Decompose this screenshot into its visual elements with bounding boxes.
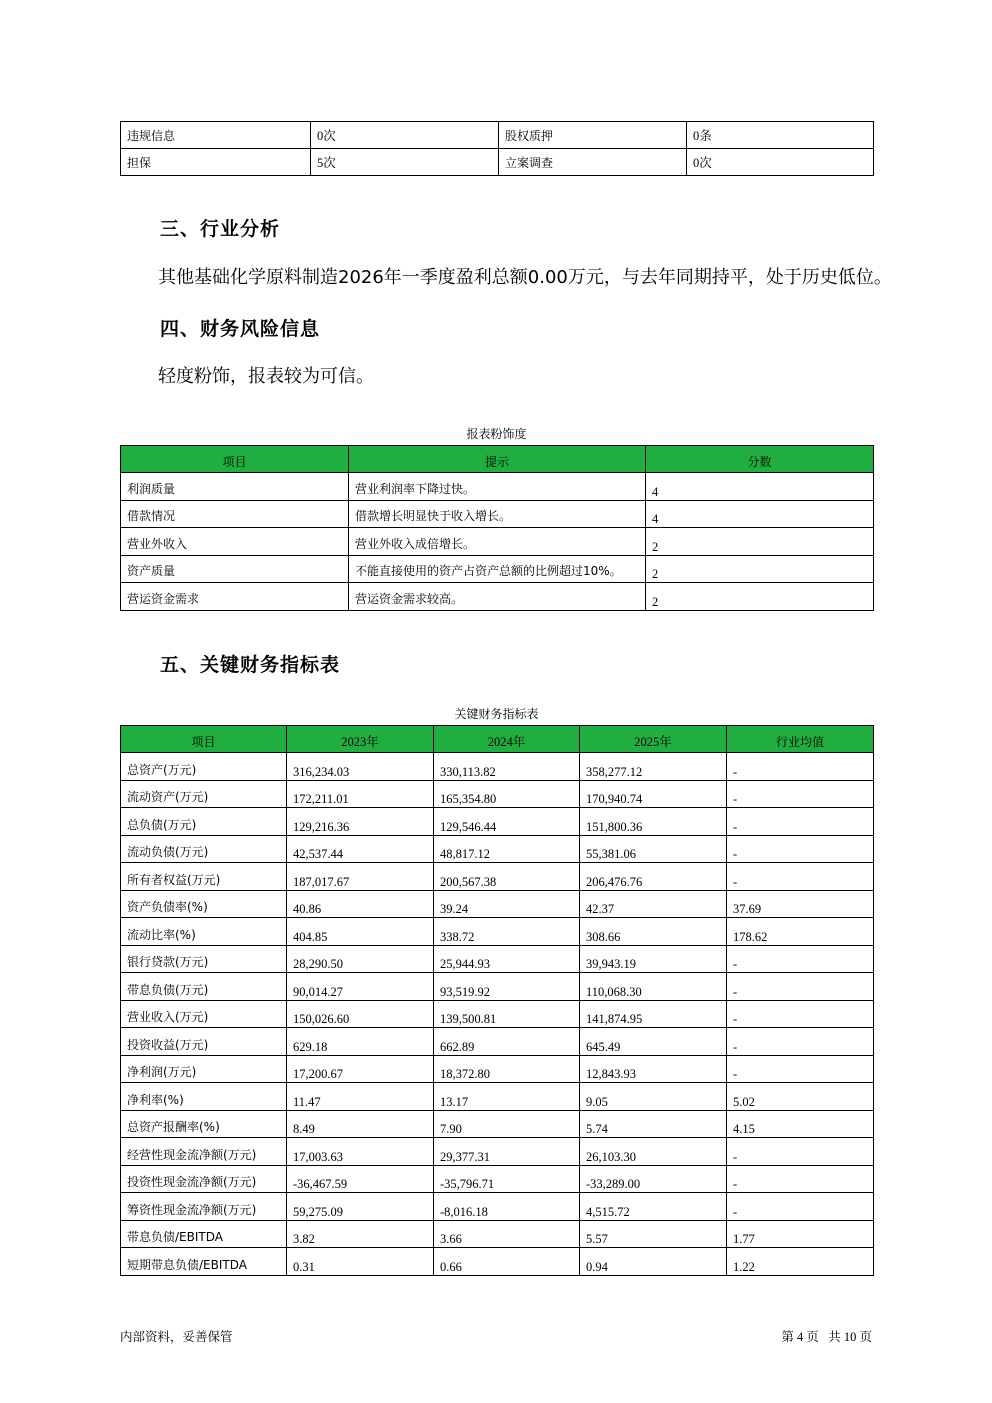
- fin-value-cell: 25,944.93: [434, 945, 580, 973]
- fin-value-cell: 13.17: [434, 1083, 580, 1111]
- risk-cell-label2: 立案调查: [499, 149, 687, 176]
- table-row: [121, 780, 874, 808]
- fin-value-cell: 3.82: [287, 1220, 434, 1248]
- table-row: [121, 528, 874, 556]
- fin-value-cell: 172,211.01: [287, 780, 434, 808]
- fin-value-cell: -: [727, 808, 874, 836]
- fin-value-cell: 0.94: [580, 1248, 727, 1276]
- fin-value-cell: 11.47: [287, 1083, 434, 1111]
- fin-value-cell: 93,519.92: [434, 973, 580, 1001]
- table-row: [121, 1055, 874, 1083]
- cosmetic-cell: 营业利润率下降过快。: [349, 473, 646, 501]
- risk-cell-value1: 0次: [311, 122, 499, 149]
- fin-value-cell: 1.77: [727, 1220, 874, 1248]
- fin-header-cell: 2024年: [434, 726, 580, 753]
- fin-value-cell: 165,354.80: [434, 780, 580, 808]
- fin-value-cell: 42,537.44: [287, 835, 434, 863]
- risk-row: [121, 122, 874, 149]
- fin-value-cell: 59,275.09: [287, 1193, 434, 1221]
- fin-value-cell: 17,003.63: [287, 1138, 434, 1166]
- table-row: [121, 863, 874, 891]
- fin-value-cell: 187,017.67: [287, 863, 434, 891]
- fin-value-cell: 8.49: [287, 1110, 434, 1138]
- cosmetic-cell: 借款情况: [121, 500, 349, 528]
- table-row: [121, 1000, 874, 1028]
- table-row: [121, 1028, 874, 1056]
- table-row: [121, 1248, 874, 1276]
- cosmetic-cell: 营运资金需求较高。: [349, 583, 646, 611]
- table-row: [121, 835, 874, 863]
- fin-value-cell: 5.02: [727, 1083, 874, 1111]
- fin-value-cell: 17,200.67: [287, 1055, 434, 1083]
- risk-cell-label2: 股权质押: [499, 122, 687, 149]
- footer-page-number: 第 4 页 共 10 页: [781, 1330, 872, 1344]
- section4-text: 轻度粉饰，报表较为可信。: [158, 366, 374, 387]
- fin-value-cell: -33,289.00: [580, 1165, 727, 1193]
- table-row: [121, 890, 874, 918]
- fin-value-cell: -35,796.71: [434, 1165, 580, 1193]
- cosmetic-cell: 4: [646, 473, 874, 501]
- fin-item-cell: 资产负债率(%): [121, 890, 287, 918]
- fin-item-cell: 投资性现金流净额(万元): [121, 1165, 287, 1193]
- table-row: [121, 1110, 874, 1138]
- fin-header-cell: 2025年: [580, 726, 727, 753]
- fin-value-cell: 206,476.76: [580, 863, 727, 891]
- fin-value-cell: 129,546.44: [434, 808, 580, 836]
- fin-item-cell: 所有者权益(万元): [121, 863, 287, 891]
- fin-value-cell: 40.86: [287, 890, 434, 918]
- fin-value-cell: 629.18: [287, 1028, 434, 1056]
- fin-value-cell: 39,943.19: [580, 945, 727, 973]
- fin-value-cell: 26,103.30: [580, 1138, 727, 1166]
- fin-value-cell: 7.90: [434, 1110, 580, 1138]
- table-row: [121, 1193, 874, 1221]
- fin-value-cell: 28,290.50: [287, 945, 434, 973]
- risk-cell-value2: 0条: [687, 122, 874, 149]
- fin-value-cell: -: [727, 945, 874, 973]
- fin-value-cell: 1.22: [727, 1248, 874, 1276]
- fin-value-cell: 200,567.38: [434, 863, 580, 891]
- cosmetic-cell: 2: [646, 528, 874, 556]
- risk-info-table: [120, 121, 874, 176]
- cosmetic-cell: 营业外收入成倍增长。: [349, 528, 646, 556]
- cosmetic-cell: 2: [646, 583, 874, 611]
- table-row: [121, 753, 874, 781]
- section3-heading: 三、行业分析: [160, 218, 281, 240]
- table-row: [121, 473, 874, 501]
- fin-value-cell: -36,467.59: [287, 1165, 434, 1193]
- fin-value-cell: 178.62: [727, 918, 874, 946]
- risk-cell-value2: 0次: [687, 149, 874, 176]
- cosmetic-cell: 借款增长明显快于收入增长。: [349, 500, 646, 528]
- fin-value-cell: 139,500.81: [434, 1000, 580, 1028]
- table-row: [121, 500, 874, 528]
- cosmetic-cell: 营运资金需求: [121, 583, 349, 611]
- fin-value-cell: 42.37: [580, 890, 727, 918]
- fin-value-cell: 150,026.60: [287, 1000, 434, 1028]
- table-row: [121, 918, 874, 946]
- fin-value-cell: 308.66: [580, 918, 727, 946]
- fin-value-cell: 3.66: [434, 1220, 580, 1248]
- table-row: [121, 1220, 874, 1248]
- cosmetic-header-cell: 提示: [349, 446, 646, 473]
- fin-item-cell: 净利率(%): [121, 1083, 287, 1111]
- fin-item-cell: 流动负债(万元): [121, 835, 287, 863]
- fin-value-cell: -: [727, 973, 874, 1001]
- fin-value-cell: -: [727, 863, 874, 891]
- section3-text: 其他基础化学原料制造2026年一季度盈利总额0.00万元，与去年同期持平，处于历史低位。: [158, 267, 892, 288]
- fin-value-cell: -: [727, 780, 874, 808]
- fin-value-cell: 9.05: [580, 1083, 727, 1111]
- fin-item-cell: 银行贷款(万元): [121, 945, 287, 973]
- fin-value-cell: 4.15: [727, 1110, 874, 1138]
- table-row: [121, 1138, 874, 1166]
- cosmetic-header-cell: 分数: [646, 446, 874, 473]
- fin-value-cell: -: [727, 1138, 874, 1166]
- fin-header-cell: 行业均值: [727, 726, 874, 753]
- fin-value-cell: 5.74: [580, 1110, 727, 1138]
- table-row: [121, 555, 874, 583]
- table-row: [121, 945, 874, 973]
- fin-value-cell: 48,817.12: [434, 835, 580, 863]
- fin-value-cell: -: [727, 1165, 874, 1193]
- fin-value-cell: 358,277.12: [580, 753, 727, 781]
- cosmetic-table: [120, 445, 874, 611]
- fin-item-cell: 带息负债(万元): [121, 973, 287, 1001]
- fin-header-cell: 2023年: [287, 726, 434, 753]
- section4-heading: 四、财务风险信息: [160, 318, 321, 340]
- fin-value-cell: 18,372.80: [434, 1055, 580, 1083]
- fin-value-cell: 90,014.27: [287, 973, 434, 1001]
- fin-value-cell: 110,068.30: [580, 973, 727, 1001]
- fin-item-cell: 净利润(万元): [121, 1055, 287, 1083]
- table-row: [121, 583, 874, 611]
- fin-item-cell: 筹资性现金流净额(万元): [121, 1193, 287, 1221]
- fin-value-cell: 151,800.36: [580, 808, 727, 836]
- fin-item-cell: 营业收入(万元): [121, 1000, 287, 1028]
- fin-value-cell: 37.69: [727, 890, 874, 918]
- fin-value-cell: 55,381.06: [580, 835, 727, 863]
- fin-value-cell: 5.57: [580, 1220, 727, 1248]
- fin-item-cell: 总资产(万元): [121, 753, 287, 781]
- cosmetic-cell: 营业外收入: [121, 528, 349, 556]
- fin-header-cell: 项目: [121, 726, 287, 753]
- fin-value-cell: 0.31: [287, 1248, 434, 1276]
- fin-value-cell: -: [727, 1193, 874, 1221]
- fin-value-cell: 316,234.03: [287, 753, 434, 781]
- table-row: [121, 1083, 874, 1111]
- cosmetic-cell: 利润质量: [121, 473, 349, 501]
- fin-value-cell: 404.85: [287, 918, 434, 946]
- fin-value-cell: 141,874.95: [580, 1000, 727, 1028]
- cosmetic-cell: 资产质量: [121, 555, 349, 583]
- cosmetic-header-cell: 项目: [121, 446, 349, 473]
- fin-value-cell: 29,377.31: [434, 1138, 580, 1166]
- section5-heading: 五、关键财务指标表: [160, 654, 341, 676]
- fin-item-cell: 投资收益(万元): [121, 1028, 287, 1056]
- fin-table-caption: 关键财务指标表: [454, 707, 539, 721]
- cosmetic-table-caption: 报表粉饰度: [466, 427, 527, 441]
- cosmetic-cell: 4: [646, 500, 874, 528]
- fin-value-cell: 12,843.93: [580, 1055, 727, 1083]
- fin-value-cell: 0.66: [434, 1248, 580, 1276]
- fin-value-cell: -: [727, 1000, 874, 1028]
- risk-cell-value1: 5次: [311, 149, 499, 176]
- cosmetic-cell: 2: [646, 555, 874, 583]
- fin-item-cell: 流动比率(%): [121, 918, 287, 946]
- fin-value-cell: -8,016.18: [434, 1193, 580, 1221]
- table-row: [121, 808, 874, 836]
- fin-item-cell: 带息负债/EBITDA: [121, 1220, 287, 1248]
- fin-value-cell: 662.89: [434, 1028, 580, 1056]
- fin-value-cell: 129,216.36: [287, 808, 434, 836]
- financial-indicators-table: [120, 725, 874, 1276]
- fin-item-cell: 经营性现金流净额(万元): [121, 1138, 287, 1166]
- fin-value-cell: 4,515.72: [580, 1193, 727, 1221]
- fin-item-cell: 总资产报酬率(%): [121, 1110, 287, 1138]
- risk-row: [121, 149, 874, 176]
- fin-value-cell: 170,940.74: [580, 780, 727, 808]
- table-row: [121, 1165, 874, 1193]
- fin-value-cell: -: [727, 1028, 874, 1056]
- fin-item-cell: 总负债(万元): [121, 808, 287, 836]
- fin-value-cell: -: [727, 1055, 874, 1083]
- fin-value-cell: 645.49: [580, 1028, 727, 1056]
- fin-value-cell: 330,113.82: [434, 753, 580, 781]
- fin-value-cell: -: [727, 835, 874, 863]
- cosmetic-cell: 不能直接使用的资产占资产总额的比例超过10%。: [349, 555, 646, 583]
- footer-left: 内部资料，妥善保管: [120, 1329, 233, 1344]
- fin-value-cell: 338.72: [434, 918, 580, 946]
- fin-item-cell: 短期带息负债/EBITDA: [121, 1248, 287, 1276]
- risk-cell-label1: 担保: [121, 149, 311, 176]
- table-row: [121, 973, 874, 1001]
- fin-value-cell: 39.24: [434, 890, 580, 918]
- risk-cell-label1: 违规信息: [121, 122, 311, 149]
- fin-value-cell: -: [727, 753, 874, 781]
- fin-item-cell: 流动资产(万元): [121, 780, 287, 808]
